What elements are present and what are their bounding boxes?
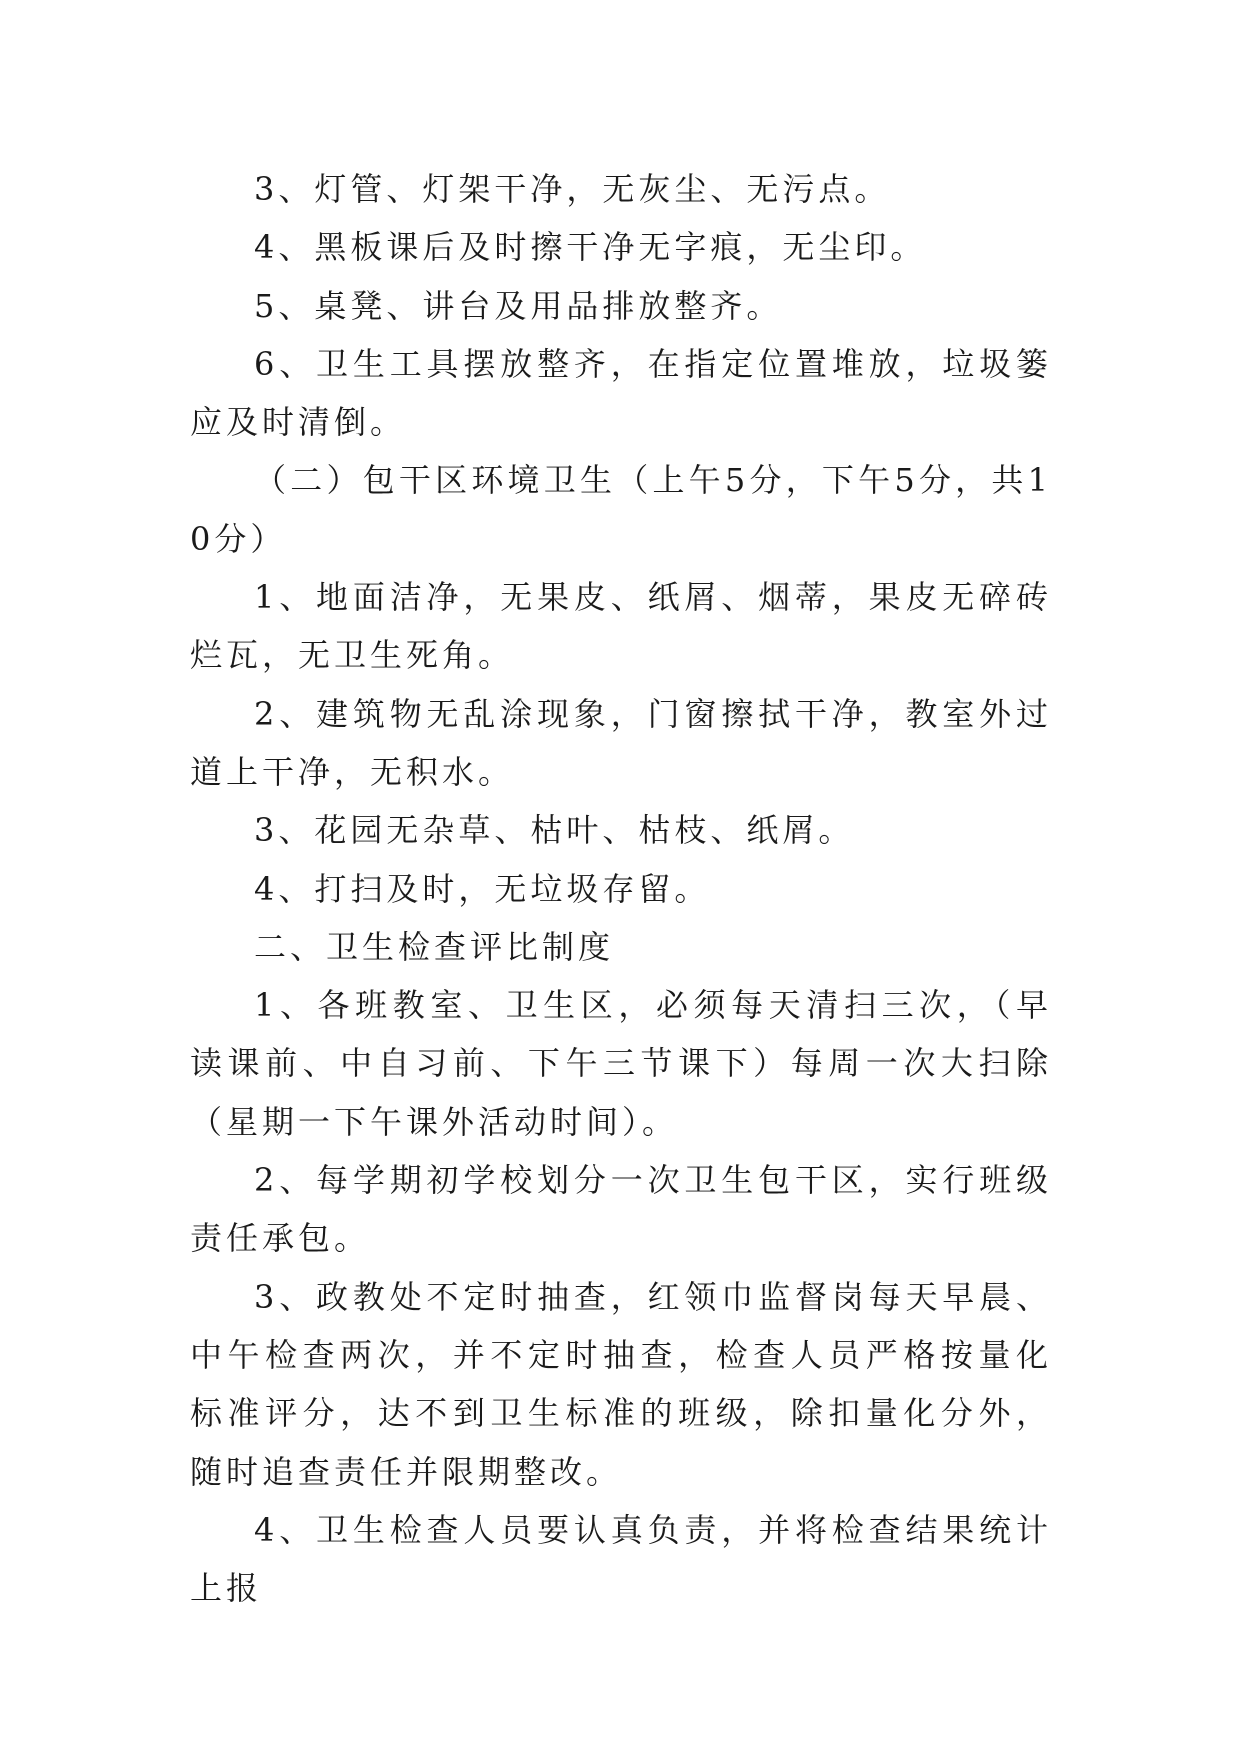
paragraph-daily-cleaning: 1、各班教室、卫生区，必须每天清扫三次，（早读课前、中自习前、下午三节课下）每周一次大扫除（星期一下午课外活动时间）。 <box>190 986 1052 1141</box>
paragraph-cleaning-tools: 6、卫生工具摆放整齐，在指定位置堆放，垃圾篓应及时清倒。 <box>190 344 1052 442</box>
paragraph-inspectors: 4、卫生检查人员要认真负责，并将检查结果统计上报 <box>190 1510 1052 1608</box>
section-heading-assigned-area: （二）包干区环境卫生（上午5分，下午5分，共10分） <box>190 461 1052 558</box>
paragraph-classroom-lights: 3、灯管、灯架干净，无灰尘、无污点。 <box>254 170 891 208</box>
document-body <box>190 160 1052 1617</box>
paragraph-ground: 1、地面洁净，无果皮、纸屑、烟蒂，果皮无碎砖烂瓦，无卫生死角。 <box>190 578 1052 675</box>
paragraph-area-division: 2、每学期初学校划分一次卫生包干区，实行班级责任承包。 <box>190 1161 1052 1258</box>
paragraph-buildings: 2、建筑物无乱涂现象，门窗擦拭干净，教室外过道上干净，无积水。 <box>190 694 1052 791</box>
paragraph-blackboard: 4、黑板课后及时擦干净无字痕，无尘印。 <box>254 228 927 267</box>
paragraph-sweeping: 4、打扫及时，无垃圾存留。 <box>254 869 711 908</box>
paragraph-desks: 5、桌凳、讲台及用品排放整齐。 <box>254 286 783 325</box>
paragraph-spot-checks: 3、政教处不定时抽查，红领巾监督岗每天早晨、中午检查两次，并不定时抽查，检查人员严格按量化标准评分，达不到卫生标准的班级，除扣量化分外，随时追查责任并限期整改。 <box>190 1277 1052 1491</box>
section-heading-inspection: 二、卫生检查评比制度 <box>254 927 615 966</box>
paragraph-garden: 3、花园无杂草、枯叶、枯枝、纸屑。 <box>254 811 855 850</box>
